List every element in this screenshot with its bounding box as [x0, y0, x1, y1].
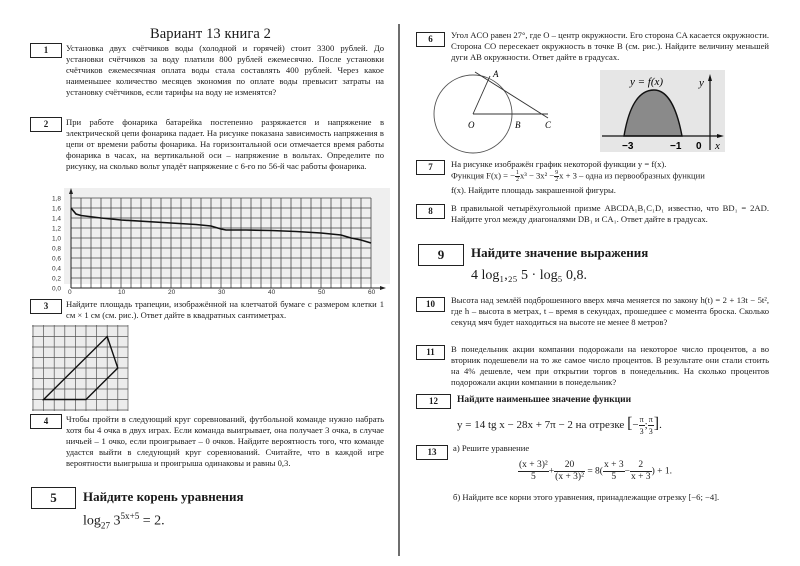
- svg-text:1,4: 1,4: [52, 215, 62, 223]
- task-4-text: Чтобы пройти в следующий круг соревнований, футбольной команде нужно набрать хотя бы 4 очка в двух играх. Если команда выигрывает, она получает 3 очка, в случае ничьей – 1 очко, если проигрывает – 0 очков. Найдите вероятность того, что команде удастся выйти в следующий круг соревнований. Считайте, что в каждой игре вероятности выигрыша и проигрыша одинаковы и равны 0,3.: [66, 414, 384, 468]
- task-12-heading: Найдите наименьшее значение функции: [457, 395, 632, 405]
- function-area-figure: [600, 70, 725, 152]
- fraction: [518, 460, 549, 483]
- bracket-close: ]: [653, 415, 660, 433]
- equation-tail: = 2.: [139, 513, 165, 529]
- denominator: 5: [603, 471, 625, 483]
- svg-text:40: 40: [268, 289, 276, 294]
- svg-text:30: 30: [218, 289, 226, 294]
- numerator: x + 3: [603, 460, 624, 470]
- denominator: (x + 3)²: [555, 472, 584, 482]
- minus-sign: −: [624, 466, 630, 477]
- task-5-heading: Найдите корень уравнения: [83, 489, 244, 504]
- task-number-12: 12: [416, 394, 451, 409]
- task-number-7: 7: [416, 160, 445, 175]
- svg-text:y: y: [699, 77, 704, 89]
- task-7-line-1: На рисунке изображён график некоторой функции y = f(x).: [451, 159, 667, 169]
- task-2-text: При работе фонарика батарейка постепенно разряжается и напряжение в электрической цепи фонарика падает. На рисунке показана зависимость напряжения в цепи от времени работы фонарика. На горизонтальной оси отмечается время работы фонарика в часах, на вертикальной оси – напряжение в вольтах. Определите по рисунку, на сколько вольт упадёт напряжение с 6-го по 56-й час работы фонарика.: [66, 117, 384, 171]
- task-13-part-b: б) Найдите все корни этого уравнения, принадлежащие отрезку [−6; −4].: [453, 492, 720, 502]
- svg-text:1,2: 1,2: [52, 225, 62, 233]
- task-9-formula: 4 log₁,₂₅ 5 · log₅ 0,8.: [471, 268, 587, 283]
- denominator: 3: [639, 427, 644, 436]
- task-number-6: 6: [416, 32, 445, 47]
- equals-eight: = 8(: [584, 466, 603, 477]
- text-segment: x³ − 3x² −: [519, 170, 555, 181]
- task-10-text: Высота над землёй подброшенного вверх мяча меняется по закону h(t) = 2 + 13t − 5t², где h – высота в метрах, t – время в секундах, прошедшее с момента броска. Сколько секунд мяч будет находиться на высоте не менее 8 метров?: [451, 295, 769, 327]
- numerator: π: [639, 415, 644, 424]
- denominator: 5: [518, 471, 549, 483]
- task-13-part-a: а) Решите уравнение: [453, 443, 530, 453]
- svg-text:A: A: [493, 69, 499, 79]
- denominator: x + 3: [630, 472, 651, 482]
- denominator: 2: [515, 177, 519, 183]
- log-base: 27: [100, 520, 110, 531]
- task-7-line-2: [451, 170, 781, 183]
- svg-text:20: 20: [168, 289, 176, 294]
- svg-text:0,0: 0,0: [52, 285, 62, 293]
- svg-text:60: 60: [368, 289, 376, 294]
- fraction: [603, 460, 625, 483]
- svg-text:O: O: [468, 120, 475, 130]
- task-number-13: 13: [416, 445, 448, 460]
- trapezoid-grid-figure: [32, 325, 132, 411]
- task-6-text: Угол ACO равен 27°, где O – центр окружности. Его сторона CA касается окружности. Сторона CO пересекает окружность в точке B (см. рис.). Найдите величину меньшей дуги AB окружности. Ответ дайте в градусах.: [451, 30, 769, 62]
- denominator: 3: [648, 427, 653, 436]
- svg-text:1,6: 1,6: [52, 205, 62, 213]
- numerator: 1: [515, 170, 519, 176]
- svg-text:C: C: [545, 120, 552, 130]
- text-segment: x + 3 – одна из первообразных функции: [559, 170, 705, 181]
- task-3-text: Найдите площадь трапеции, изображённой на клетчатой бумаге с размером клетки 1 см × 1 см (см. рис.). Ответ дайте в квадратных сантиметрах.: [66, 299, 384, 320]
- task-1-text: Установка двух счётчиков воды (холодной и горячей) стоит 3300 рублей. До установки счётчиков за воду платили 800 рублей ежемесячно. После установки счётчиков ежемесячная оплата воды стала составлять 400 рублей. Через какое наименьшее количество месяцев экономия по оплате воды превысит затраты на установку счётчиков, если тарифы на воду не изменятся?: [66, 43, 384, 97]
- bracket-open: [: [627, 415, 633, 433]
- text-segment: Функция F(x) = −: [451, 170, 515, 181]
- svg-text:0,4: 0,4: [52, 265, 62, 273]
- svg-text:B: B: [515, 120, 521, 130]
- task-13-equation: [518, 460, 672, 483]
- fraction-pi-third: [639, 414, 645, 437]
- svg-text:50: 50: [318, 289, 326, 294]
- page-title: Вариант 13 книга 2: [150, 26, 272, 42]
- denominator: 2: [555, 177, 559, 183]
- svg-text:1,8: 1,8: [52, 195, 62, 203]
- numerator: 20: [564, 460, 575, 470]
- svg-text:−1: −1: [670, 141, 682, 152]
- task-9-heading: Найдите значение выражения: [471, 245, 649, 260]
- numerator: π: [648, 415, 653, 424]
- task-number-9: 9: [418, 244, 464, 266]
- task-11-text: В понедельник акции компании подорожали на некоторое число процентов, а во вторник подешевели на то же самое число процентов. В результате они стали стоить на 4% дешевле, чем при открытии торгов в понедельник. На сколько процентов подорожали акции компании в понедельник?: [451, 344, 769, 387]
- svg-text:y = f(x): y = f(x): [630, 76, 664, 88]
- svg-text:0,2: 0,2: [52, 275, 62, 283]
- fraction: [630, 460, 652, 483]
- svg-text:0,8: 0,8: [52, 245, 62, 253]
- numerator: (x + 3)²: [519, 460, 548, 470]
- svg-text:0,6: 0,6: [52, 255, 62, 263]
- equation-tail: ) + 1.: [651, 466, 672, 477]
- svg-text:−3: −3: [622, 141, 634, 152]
- task-number-2: 2: [30, 117, 62, 132]
- task-8-text: В правильной четырёхугольной призме ABCDA₁B₁C₁D₁ известно, что BD₁ = 2AD. Найдите угол между диагоналями DB₁ и CA₁. Ответ дайте в градусах.: [451, 203, 769, 224]
- log-text: log: [83, 513, 101, 529]
- task-number-5: 5: [31, 487, 76, 509]
- plus-sign: +: [548, 466, 555, 477]
- exponent: 5x+5: [120, 511, 140, 521]
- power-base: 3: [109, 513, 121, 529]
- task-number-10: 10: [416, 297, 445, 312]
- task-number-1: 1: [30, 43, 62, 58]
- column-divider: [398, 24, 400, 556]
- svg-text:0: 0: [68, 289, 72, 294]
- voltage-chart: [30, 188, 390, 294]
- task-7-line-3: f(x). Найдите площадь закрашенной фигуры.: [451, 185, 616, 195]
- task-5-formula: [83, 511, 165, 530]
- svg-text:x: x: [715, 140, 720, 152]
- task-number-8: 8: [416, 204, 445, 219]
- numerator: 9: [555, 170, 559, 176]
- task-number-4: 4: [30, 414, 62, 429]
- svg-text:0: 0: [696, 141, 702, 152]
- task-number-3: 3: [30, 299, 62, 314]
- task-12-formula: y = 14 tg x − 28x + 7π − 2 на отрезке [− $\frac{\pi}{3}$ ; $\frac{\pi}{3}$ ].: [457, 415, 662, 436]
- svg-text:10: 10: [118, 289, 126, 294]
- fraction: [554, 460, 585, 483]
- task-number-11: 11: [416, 345, 445, 360]
- circle-tangent-figure: [428, 68, 563, 158]
- function-expression: y = 14 tg x − 28x + 7π − 2 на отрезке: [457, 419, 625, 432]
- numerator: 2: [638, 460, 644, 470]
- svg-text:1,0: 1,0: [52, 235, 62, 243]
